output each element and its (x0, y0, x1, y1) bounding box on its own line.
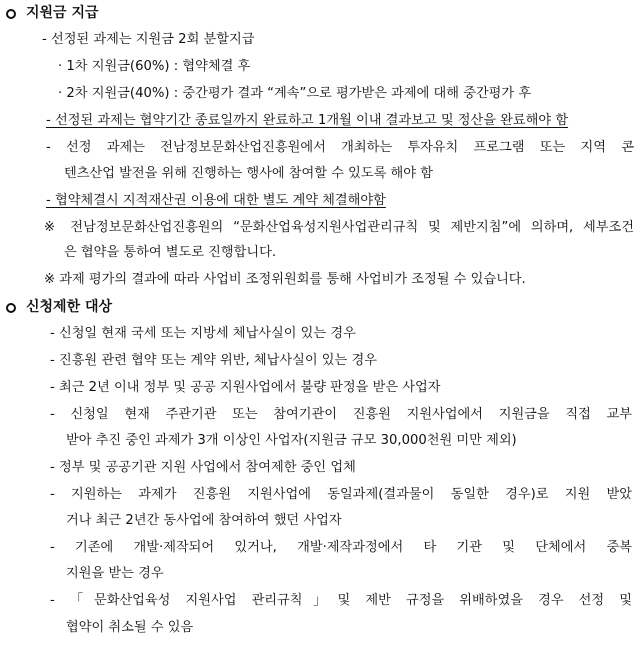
note-item: ※ 전남정보문화산업진흥원의 “문화산업육성지원사업관리규칙 및 제반지침”에 의하며, 세부조건 (44, 220, 634, 235)
list-item-continuation: 텐츠산업 발전을 위해 진행하는 행사에 참여할 수 있도록 해야 함 (64, 166, 433, 181)
circle-bullet-icon (6, 9, 16, 19)
list-item: - 신청일 현재 국세 또는 지방세 체납사실이 있는 경우 (50, 326, 356, 341)
section-heading-funding (6, 3, 99, 23)
list-item: - 「문화산업육성 지원사업 관리규칙」및 제반 규정을 위배하였을 경우 선정 및 (50, 593, 632, 608)
note-item: ※ 과제 평가의 결과에 따라 사업비 조정위원회를 통해 사업비가 조정될 수 있습니다. (44, 272, 526, 287)
section-title: 신청제한 대상 (26, 299, 113, 315)
list-item: - 지원하는 과제가 진흥원 지원사업에 동일과제(결과물이 동일한 경우)로 지원 받았 (50, 487, 632, 502)
list-item: - 선정된 과제는 협약기간 종료일까지 완료하고 1개월 이내 결과보고 및 정산을 완료해야 함 (46, 113, 569, 128)
list-item: - 협약체결시 지적재산권 이용에 대한 별도 계약 체결해야함 (46, 193, 386, 208)
list-item-continuation: 받아 추진 중인 과제가 3개 이상인 사업자(지원금 규모 30,000천원 미만 제외) (66, 433, 517, 448)
list-item: - 신청일 현재 주관기관 또는 참여기관이 진흥원 지원사업에서 지원금을 직접 교부 (50, 407, 632, 422)
list-item: - 최근 2년 이내 정부 및 공공 지원사업에서 불량 판정을 받은 사업자 (50, 380, 441, 395)
list-item-continuation: 거나 최근 2년간 동사업에 참여하여 했던 사업자 (66, 513, 342, 528)
list-item: · 1차 지원금(60%) : 협약체결 후 (58, 59, 251, 74)
list-item-continuation: 협약이 취소될 수 있음 (66, 620, 194, 635)
list-item: - 선정된 과제는 지원금 2회 분할지급 (42, 32, 255, 47)
list-item: - 정부 및 공공기관 지원 사업에서 참여제한 중인 업체 (50, 460, 356, 475)
list-item: - 선정 과제는 전남정보문화산업진흥원에서 개최하는 투자유치 프로그램 또는 지역 콘 (46, 140, 634, 155)
section-title: 지원금 지급 (26, 5, 99, 21)
list-item: · 2차 지원금(40%) : 중간평가 결과 “계속”으로 평가받은 과제에 대해 중간평가 후 (58, 86, 532, 101)
circle-bullet-icon (6, 303, 16, 313)
section-heading-restrictions (6, 297, 112, 317)
list-item: - 진흥원 관련 협약 또는 계약 위반, 체납사실이 있는 경우 (50, 353, 377, 368)
note-item-continuation: 은 협약을 통하여 별도로 진행합니다. (64, 245, 277, 260)
list-item-continuation: 지원을 받는 경우 (66, 566, 164, 581)
list-item: - 기존에 개발·제작되어 있거나, 개발·제작과정에서 타 기관 및 단체에서 중복 (50, 540, 632, 555)
